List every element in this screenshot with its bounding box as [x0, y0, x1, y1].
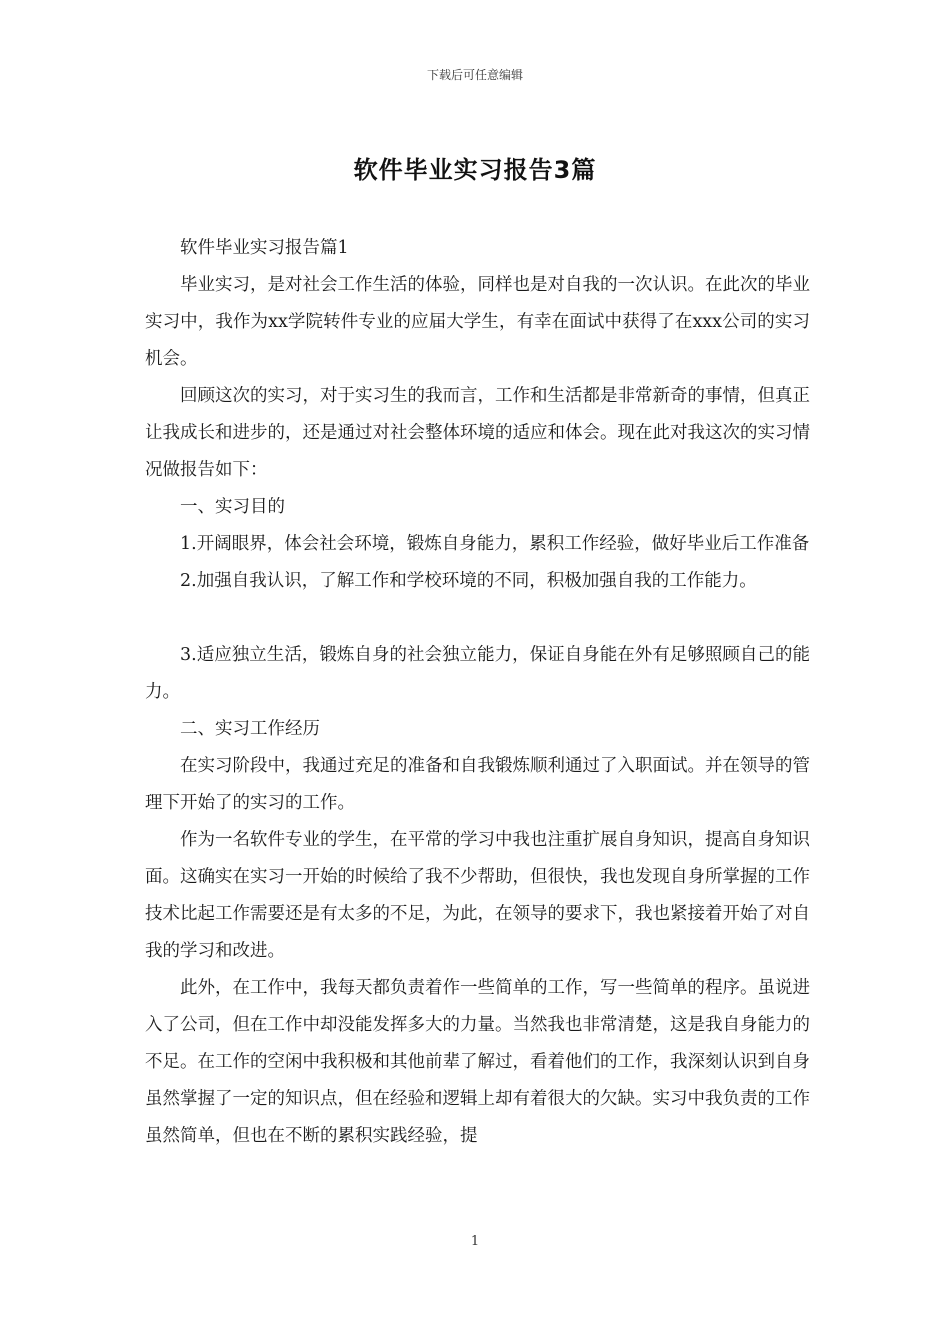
paragraph-interview: 在实习阶段中，我通过充足的准备和自我锻炼顺利通过了入职面试。并在领导的管理下开始了的实习的工作。: [145, 756, 810, 813]
paragraph-review: 回顾这次的实习，对于实习生的我而言，工作和生活都是非常新奇的事情，但真正让我成长和进步的，还是通过对社会整体环境的适应和体会。现在此对我这次的实习情况做报告如下：: [145, 386, 810, 480]
header-note: 下载后可任意编辑: [426, 68, 523, 82]
paragraph-daily-work: 此外，在工作中，我每天都负责着作一些简单的工作，写一些简单的程序。虽说进入了公司，但在工作中却没能发挥多大的力量。当然我也非常清楚，这是我自身能力的不足。在工作的空闲中我积极和其他前辈了解过，看着他们的工作，我深刻认识到自身虽然掌握了一定的知识点，但在经验和逻辑上却有着很大的欠缺。实习中我负责的工作虽然简单，但也在不断的累积实践经验，提: [145, 978, 810, 1146]
section-heading-experience: 二、实习工作经历: [180, 719, 320, 739]
document-body: [145, 230, 810, 1155]
paragraph-intro: 毕业实习，是对社会工作生活的体验，同样也是对自我的一次认识。在此次的毕业实习中，我作为xx学院转件专业的应届大学生，有幸在面试中获得了在xxx公司的实习机会。: [145, 275, 810, 369]
section-heading-purpose: 一、实习目的: [180, 497, 285, 517]
section-heading-part1: 软件毕业实习报告篇1: [180, 238, 349, 258]
list-item-purpose-3: 3.适应独立生活，锻炼自身的社会独立能力，保证自身能在外有足够照顾自己的能力。: [145, 645, 810, 702]
page-number: 1: [470, 1234, 480, 1249]
document-title: 软件毕业实习报告3篇: [353, 156, 597, 184]
list-item-purpose-1: 1.开阔眼界，体会社会环境，锻炼自身能力，累积工作经验，做好毕业后工作准备: [180, 534, 810, 554]
list-item-purpose-2: 2.加强自我认识，了解工作和学校环境的不同，积极加强自我的工作能力。: [180, 571, 757, 591]
paragraph-learning: 作为一名软件专业的学生，在平常的学习中我也注重扩展自身知识，提高自身知识面。这确实在实习一开始的时候给了我不少帮助，但很快，我也发现自身所掌握的工作技术比起工作需要还是有太多的不足，为此，在领导的要求下，我也紧接着开始了对自我的学习和改进。: [145, 830, 810, 961]
